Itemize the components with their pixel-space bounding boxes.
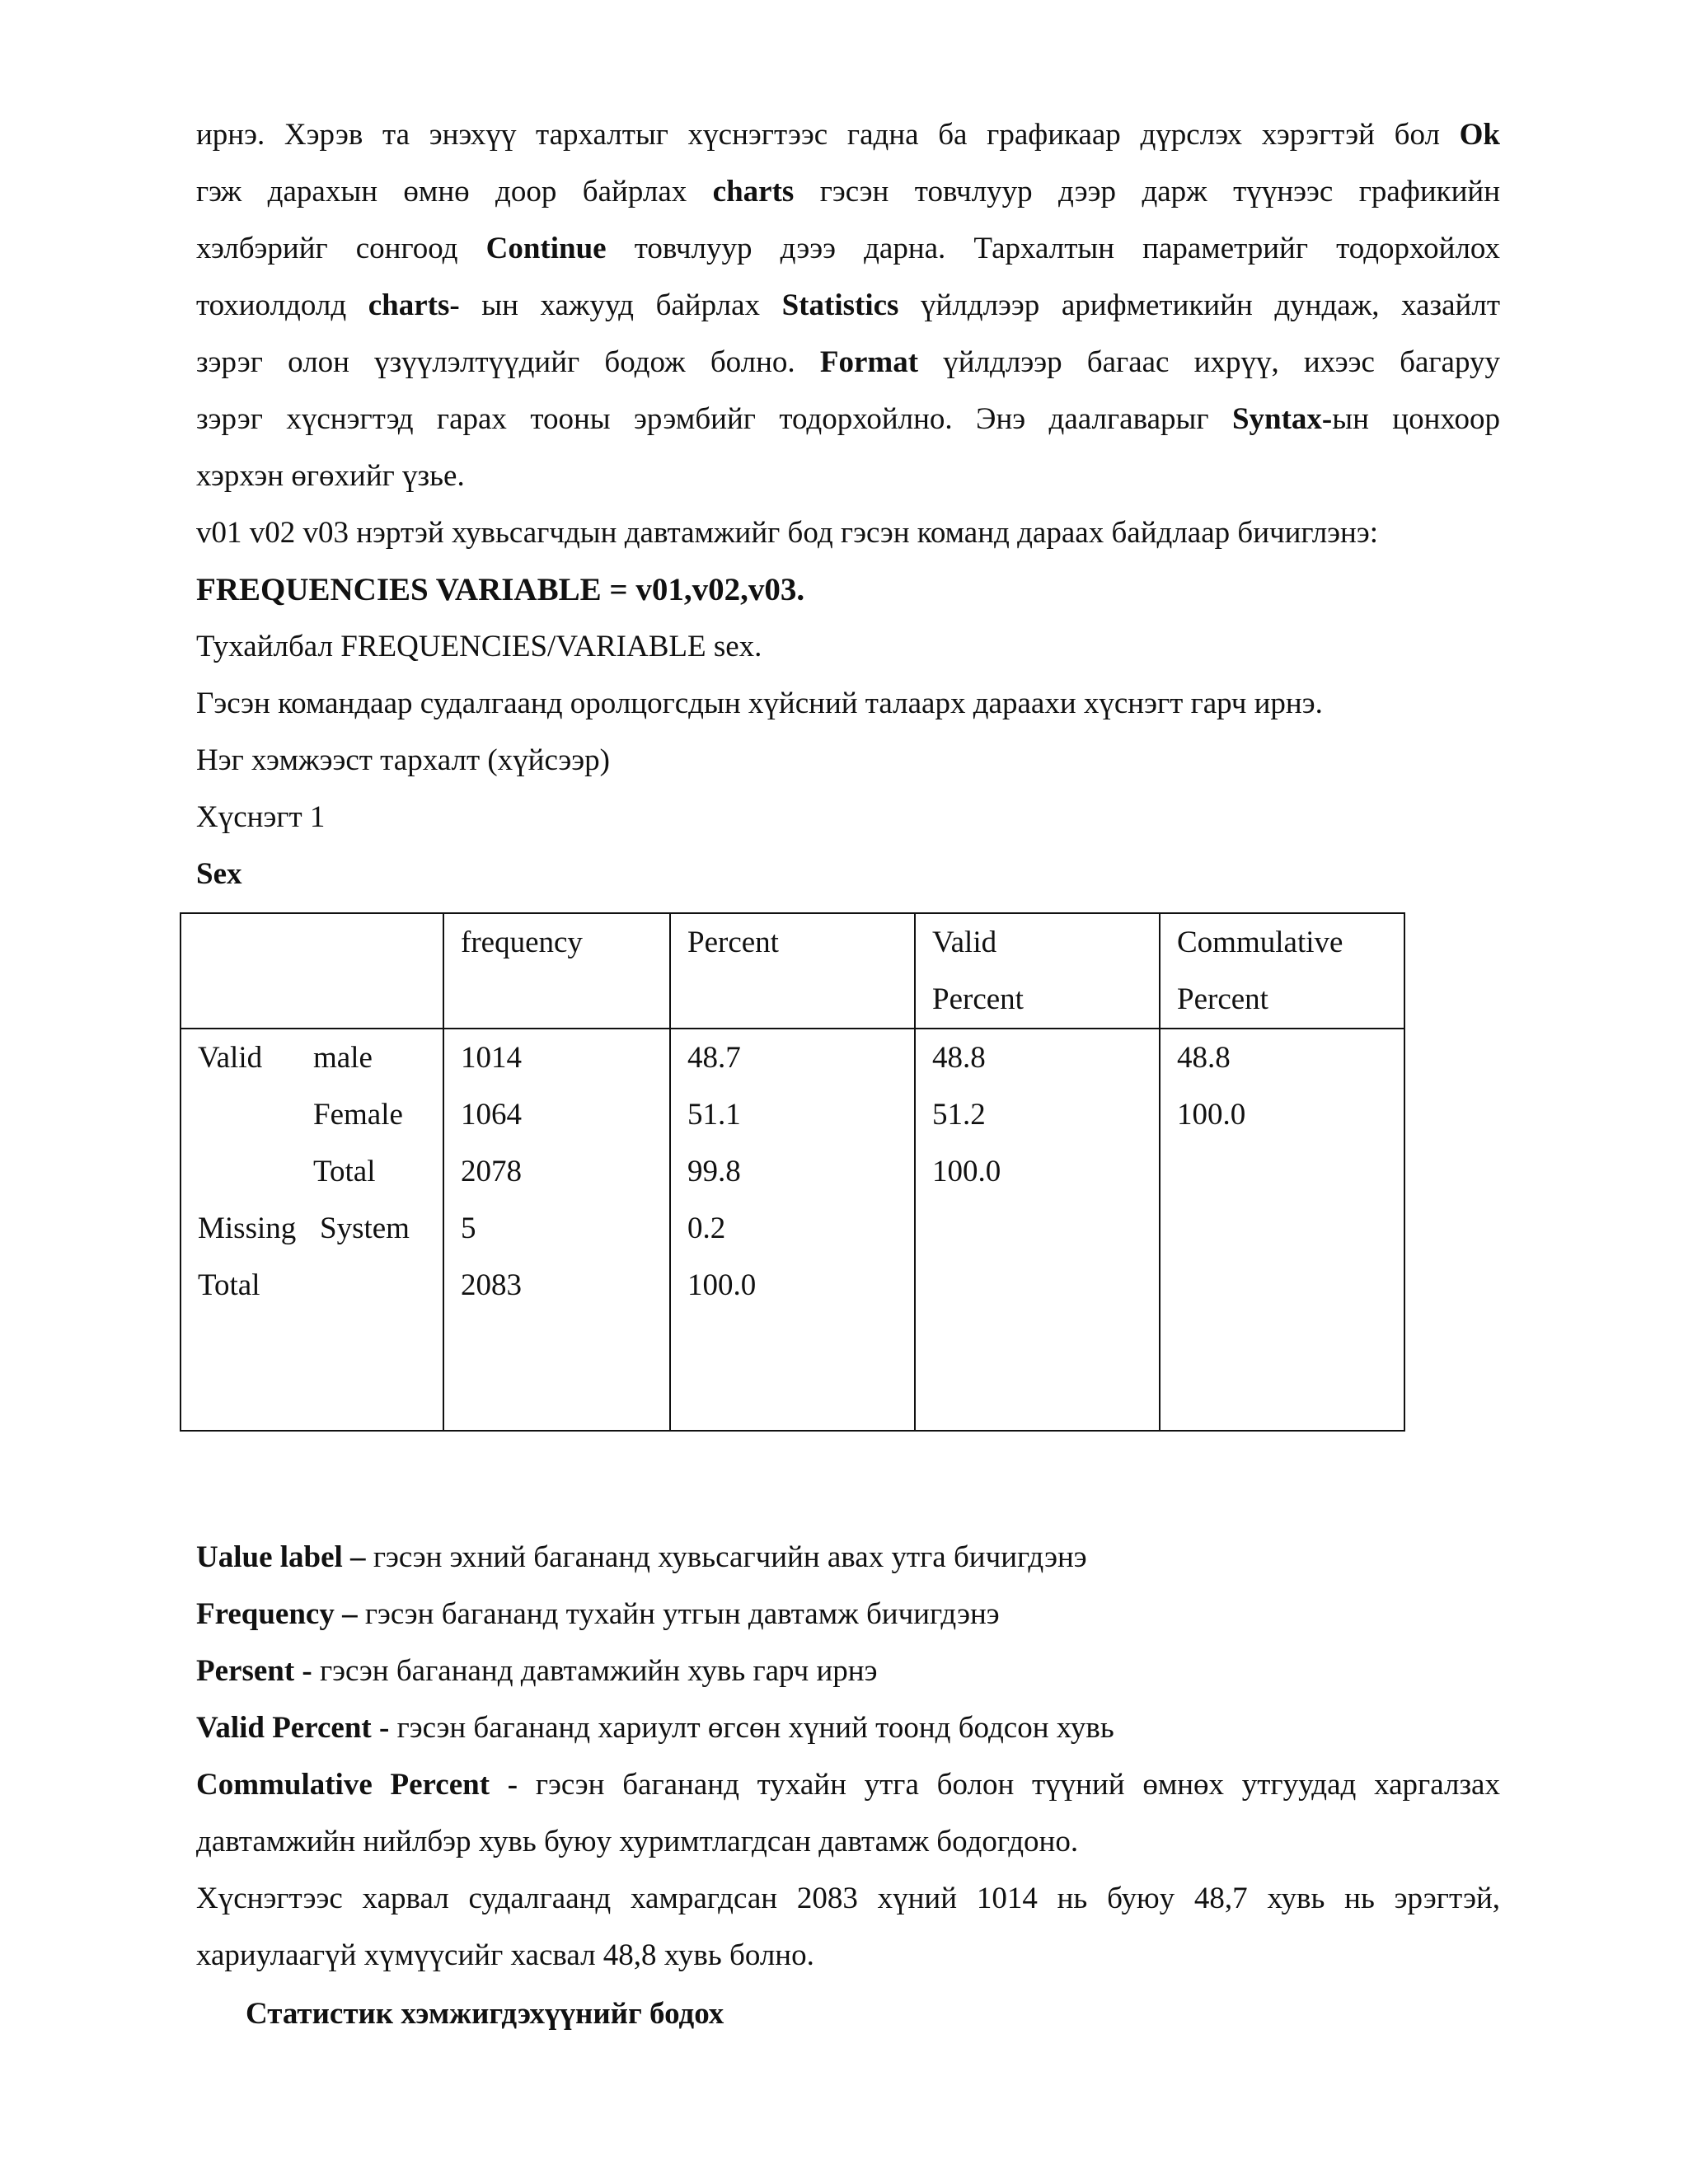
header-cell-valid-percent: Valid Percent bbox=[915, 913, 1160, 1029]
definition-percent: Persent - гэсэн баганaнд давтамжийн хувь гарч ирнэ bbox=[196, 1654, 878, 1688]
command-intro: v01 v02 v03 нэртэй хувьсагчдын давтамжийг бод гэсэн команд дараах байдлаар бичиглэнэ: bbox=[196, 516, 1379, 550]
definition-continuation: давтамжийн нийлбэр хувь буюу хуримтлагдсан давтамж бодогдоно. bbox=[196, 1825, 1079, 1858]
example-text: Тухайлбал FREQUENCIES/VARIABLE sex. bbox=[196, 630, 762, 663]
row-label-missing-system: Missing System bbox=[198, 1212, 410, 1245]
valid-percent-column: 48.8 51.2 100.0 bbox=[915, 1029, 1160, 1431]
row-label-female: Female bbox=[313, 1098, 403, 1132]
section-heading: Статистик хэмжигдэхүүнийг бодох bbox=[246, 1997, 724, 2031]
intro-line-2: гэж дарахын өмнө доор байрлах charts гэсэн товчлуур дээр дарж түүнээс графикийн bbox=[196, 175, 1500, 209]
intro-line-7: хэрхэн өгөхийг үзье. bbox=[196, 459, 465, 493]
row-label-total: Total bbox=[313, 1155, 376, 1188]
row-label-grand-total: Total bbox=[198, 1268, 260, 1302]
frequency-table bbox=[180, 912, 1405, 1432]
header-cell-frequency: frequency bbox=[443, 913, 670, 1029]
definition-frequency: Frequency – гэсэн баганaнд тухайн утгын давтамж бичигдэнэ bbox=[196, 1597, 1000, 1631]
conclusion-line-2: хариулаагүй хүмүүсийг хасвал 48,8 хувь болно. bbox=[196, 1938, 814, 1972]
result-intro: Гэсэн командаар судалгаанд оролцогсдын хүйсний талаарх дараахи хүснэгт гарч ирнэ. bbox=[196, 687, 1323, 720]
intro-line-5: зэрэг олон үзүүлэлтүүдийг бодож болно. Format үйлдлээр багаас ихрүү, ихээс багаруу bbox=[196, 345, 1500, 379]
intro-line-1: ирнэ. Хэрэв та энэхүү тархалтыг хүснэгтээс гадна ба графикаар дүрслэх хэрэгтэй бол Ok bbox=[196, 118, 1500, 152]
command-text: FREQUENCIES VARIABLE = v01,v02,v03. bbox=[196, 572, 805, 607]
row-labels-cell bbox=[181, 1029, 443, 1431]
percent-column: 48.7 51.1 99.8 0.2 100.0 bbox=[670, 1029, 915, 1431]
definition-value-label: Ualue label – гэсэн эхний баганaнд хувьсагчийн авах утга бичигдэнэ bbox=[196, 1540, 1087, 1574]
row-label-valid-male: Valid male bbox=[198, 1041, 373, 1075]
header-cell-cumulative-percent: Commulative Percent bbox=[1160, 913, 1404, 1029]
intro-line-6: зэрэг хүснэгтэд гарах тооны эрэмбийг тодорхойлно. Энэ даалгаварыг Syntax-ын цонхоор bbox=[196, 402, 1500, 436]
table-caption: Хүснэгт 1 bbox=[196, 800, 326, 834]
header-cell-label bbox=[181, 913, 443, 1029]
definition-valid-percent: Valid Percent - гэсэн баганaнд хариулт өгсөн хүний тоонд бодсон хувь bbox=[196, 1711, 1114, 1745]
table-header-row bbox=[181, 913, 1404, 1029]
header-cell-percent: Percent bbox=[670, 913, 915, 1029]
table-body-row bbox=[181, 1029, 1404, 1431]
cumulative-percent-column: 48.8 100.0 bbox=[1160, 1029, 1404, 1431]
distribution-title: Нэг хэмжээст тархалт (хүйсээр) bbox=[196, 743, 610, 777]
table-title: Sex bbox=[196, 857, 242, 891]
frequency-column: 1014 1064 2078 5 2083 bbox=[443, 1029, 670, 1431]
intro-line-4: тохиолдолд charts- ын хажууд байрлах Statistics үйлдлээр арифметикийн дундаж, хазайлт bbox=[196, 288, 1500, 322]
conclusion-line-1: Хүснэгтээс харвал судалгаанд хамрагдсан 2083 хүний 1014 нь буюу 48,7 хувь нь эрэгтэй, bbox=[196, 1882, 1500, 1915]
intro-line-3: хэлбэрийг сонгоод Continue товчлуур дэээ дарна. Тархалтын параметрийг тодорхойлох bbox=[196, 232, 1500, 265]
definition-cumulative-percent: Commulative Percent - гэсэн баганaнд тухайн утга болон түүний өмнөх утгуудад харгалзах bbox=[196, 1768, 1500, 1802]
